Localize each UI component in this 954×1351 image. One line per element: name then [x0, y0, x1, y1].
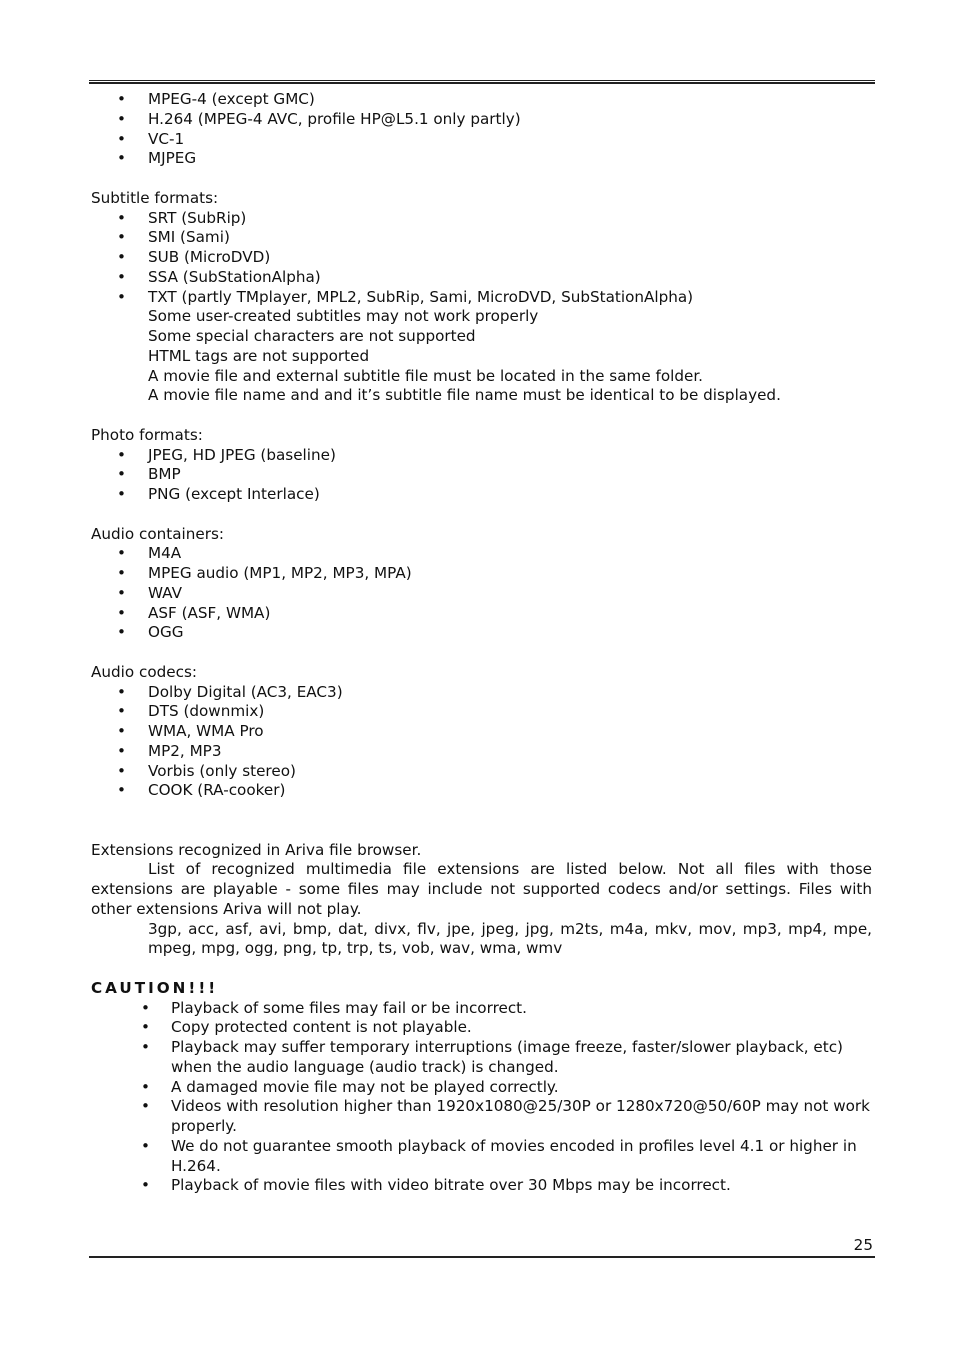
list-item: • SRT (SubRip)	[91, 209, 872, 229]
video-codec-list	[91, 90, 872, 169]
list-item: • TXT (partly TMplayer, MPL2, SubRip, Sami, MicroDVD, SubStationAlpha)	[91, 288, 872, 308]
list-item: • COOK (RA-cooker)	[91, 781, 872, 801]
list-item: • DTS (downmix)	[91, 702, 872, 722]
list-item: • PNG (except Interlace)	[91, 485, 872, 505]
list-item: • SMI (Sami)	[91, 228, 872, 248]
list-item: • SUB (MicroDVD)	[91, 248, 872, 268]
header-rule	[89, 80, 875, 84]
subtitle-note: HTML tags are not supported	[148, 346, 370, 365]
list-item: • BMP	[91, 465, 872, 485]
audio-container-list	[91, 544, 872, 643]
subtitle-formats-heading: Subtitle formats:	[91, 188, 219, 207]
page-number: 25	[853, 1236, 873, 1254]
list-item: • VC-1	[91, 130, 872, 150]
photo-formats-heading: Photo formats:	[91, 425, 203, 444]
subtitle-note: Some special characters are not supported	[148, 327, 476, 345]
list-item: • Playback of some files may fail or be incorrect.	[91, 999, 872, 1019]
list-item: • MPEG-4 (except GMC)	[91, 90, 872, 110]
list-item: • Dolby Digital (AC3, EAC3)	[91, 683, 872, 703]
list-item: • MPEG audio (MP1, MP2, MP3, MPA)	[91, 564, 872, 584]
list-item: • ASF (ASF, WMA)	[91, 604, 872, 624]
list-item: • SSA (SubStationAlpha)	[91, 268, 872, 288]
list-item: • H.264 (MPEG-4 AVC, profile HP@L5.1 only partly)	[91, 110, 872, 130]
audio-containers-heading: Audio containers:	[91, 524, 224, 543]
photo-format-list	[91, 446, 872, 505]
caution-list	[91, 999, 872, 1197]
list-item: • A damaged movie file may not be played correctly.	[91, 1078, 872, 1098]
caution-title: CAUTION!!!	[91, 978, 219, 997]
footer-rule	[89, 1256, 875, 1258]
audio-codec-list	[91, 683, 872, 802]
list-item: • Playback may suffer temporary interruptions (image freeze, faster/slower playback, etc) when the audio language (audio track) is changed.	[91, 1038, 872, 1078]
list-item: • Vorbis (only stereo)	[91, 762, 872, 782]
list-item: • WAV	[91, 584, 872, 604]
page-content	[91, 90, 872, 1196]
list-item: • M4A	[91, 544, 872, 564]
list-item: • Copy protected content is not playable.	[91, 1018, 872, 1038]
subtitle-format-list	[91, 209, 872, 308]
extensions-list: 3gp, acc, asf, avi, bmp, dat, divx, flv, jpe, jpeg, jpg, m2ts, m4a, mkv, mov, mp3, mp4, mpe, mpeg, mpg, ogg, png, tp, trp, ts, vob, wav, wma, wmv	[148, 919, 872, 958]
list-item: • Videos with resolution higher than 1920x1080@25/30P or 1280x720@50/60P may not work properly.	[91, 1097, 872, 1137]
subtitle-note: Some user-created subtitles may not work properly	[148, 307, 539, 326]
subtitle-note: A movie file and external subtitle file must be located in the same folder.	[148, 366, 704, 385]
list-item: • We do not guarantee smooth playback of movies encoded in profiles level 4.1 or higher in H.264.	[91, 1137, 872, 1177]
subtitle-note: A movie file name and and it’s subtitle file name must be identical to be displayed.	[148, 386, 781, 405]
list-item: • Playback of movie files with video bitrate over 30 Mbps may be incorrect.	[91, 1176, 872, 1196]
list-item: • MP2, MP3	[91, 742, 872, 762]
audio-codecs-heading: Audio codecs:	[91, 662, 198, 681]
list-item: • OGG	[91, 623, 872, 643]
list-item: • MJPEG	[91, 149, 872, 169]
extensions-heading: Extensions recognized in Ariva file browser.	[91, 840, 422, 859]
list-item: • WMA, WMA Pro	[91, 722, 872, 742]
extensions-paragraph: List of recognized multimedia file extensions are listed below. Not all files with those extensions are playable - some files may include not supported codecs and/or settings. Files with other extensions Ariva will not play.	[91, 860, 872, 918]
list-item: • JPEG, HD JPEG (baseline)	[91, 446, 872, 466]
